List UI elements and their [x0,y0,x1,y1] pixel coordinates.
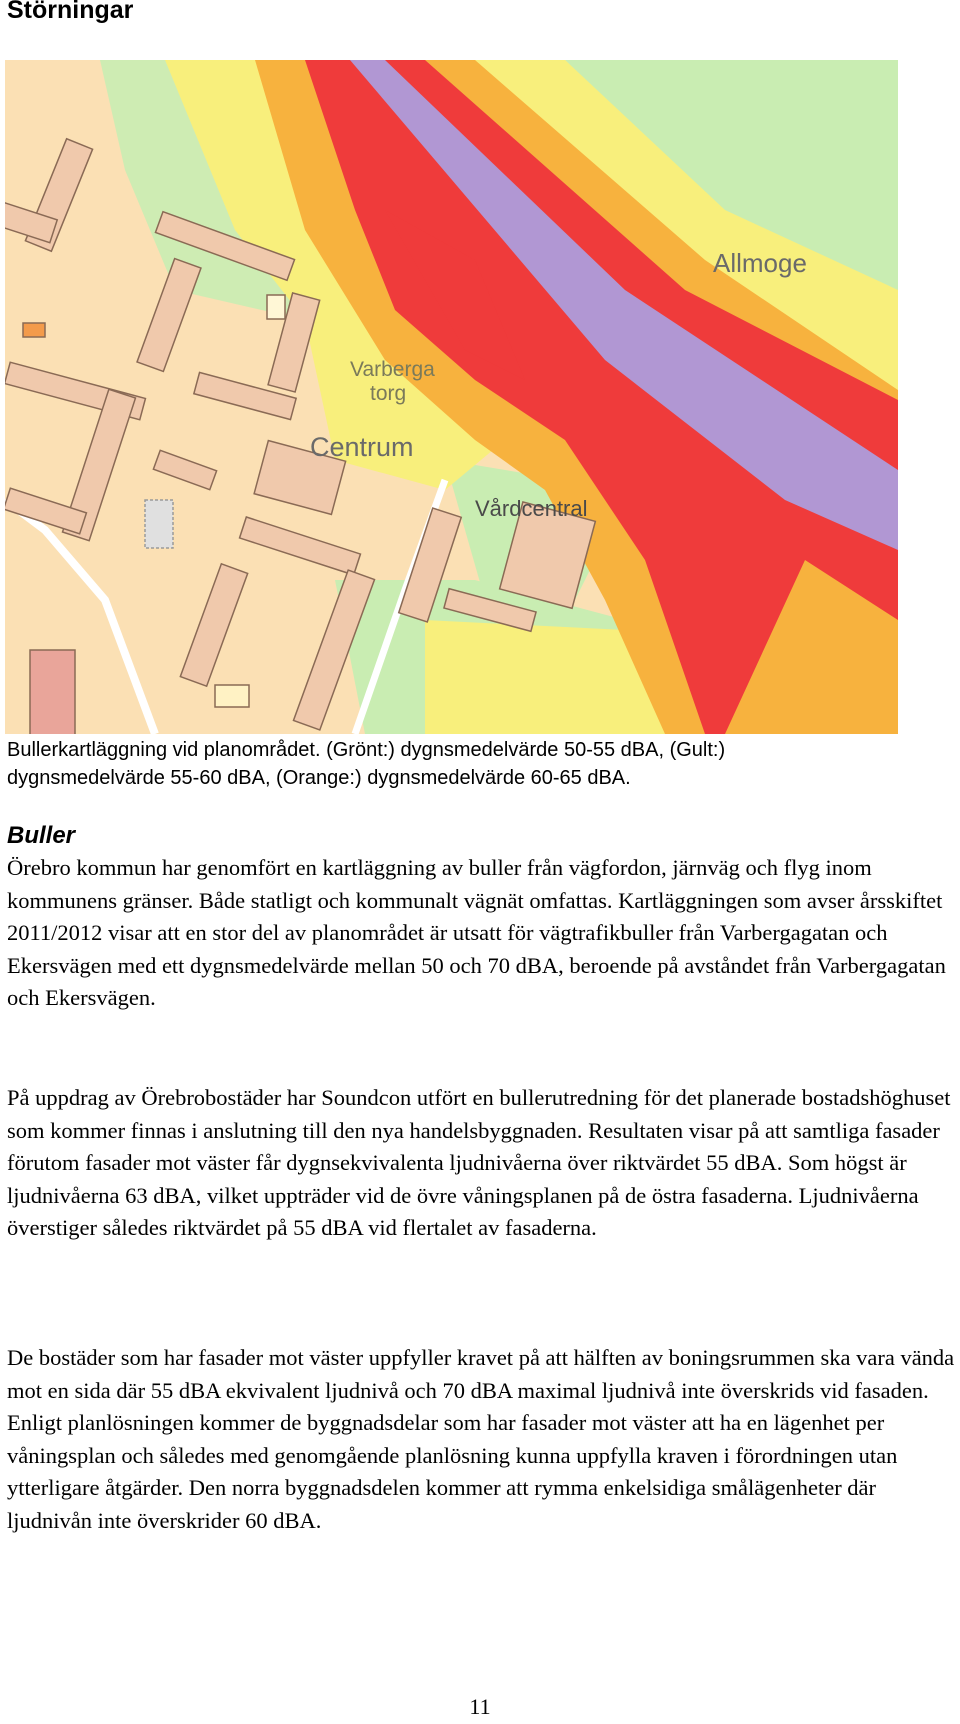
building [145,500,173,548]
map-label-allmoge: Allmoge [713,248,807,278]
page-number: 11 [469,1694,491,1719]
map-label-varberga: Varberga [350,358,435,381]
map-caption-line-2: dygnsmedelvärde 55-60 dBA, (Orange:) dygnsmedelvärde 60-65 dBA. [7,767,631,789]
map-caption [7,736,907,792]
paragraph-2: På uppdrag av Örebrobostäder har Soundcon utfört en bullerutredning för det planerade bostadshöghuset som kommer finnas i anslutning till den nya handelsbyggnaden. Resultaten visar på att samtliga fasader förutom fasader mot väster får dygnsekvivalenta ljudnivåerna över riktvärdet 55 dBA. Som högst är ljudnivåerna 63 dBA, vilket uppträder vid de övre våningsplanen på de östra fasaderna. Ljudnivåerna överstiger således riktvärdet på 55 dBA vid flertalet av fasaderna. [7,1085,951,1241]
noise-map-graphic [5,60,898,734]
map-label-centrum: Centrum [310,432,414,462]
page-heading: Störningar [7,0,134,24]
map-label-vardcentral: Vårdcentral [475,496,588,521]
paragraph-1: Örebro kommun har genomfört en kartläggning av buller från vägfordon, järnväg och flyg inom kommunens gränser. Både statligt och kommunalt vägnät omfattas. Kartläggningen som avser årsskiftet 2011/2012 visar att en stor del av planområdet är utsatt för vägtrafikbuller från Varbergagatan och Ekersvägen med ett dygnsmedelvärde mellan 50 och 70 dBA, beroende på avståndet från Varbergagatan och Ekersvägen. [7,855,946,1011]
map-caption-line-1: Bullerkartläggning vid planområdet. (Grönt:) dygnsmedelvärde 50-55 dBA, (Gult:) [7,739,726,761]
paragraph-3: De bostäder som har fasader mot väster uppfyller kravet på att hälften av boningsrummen ska vara vända mot en sida där 55 dBA ekvivalent ljudnivå och 70 dBA maximal ljudnivå inte överskrids vid fasaden. Enligt planlösningen kommer de byggnadsdelar som har fasader mot väster att ha en lägenhet per våningsplan och således med genomgående planlösning kunna uppfylla kraven i förordningen utan ytterligare åtgärder. Den norra byggnadsdelen kommer att rymma enkelsidiga smålägenheter där ljudnivån inte överskrider 60 dBA. [7,1345,955,1533]
building [215,685,249,707]
noise-map [5,60,898,734]
section-title: Buller [7,822,76,849]
building [30,650,75,734]
building [23,323,45,337]
building [267,295,285,319]
map-label-torg: torg [370,382,407,405]
